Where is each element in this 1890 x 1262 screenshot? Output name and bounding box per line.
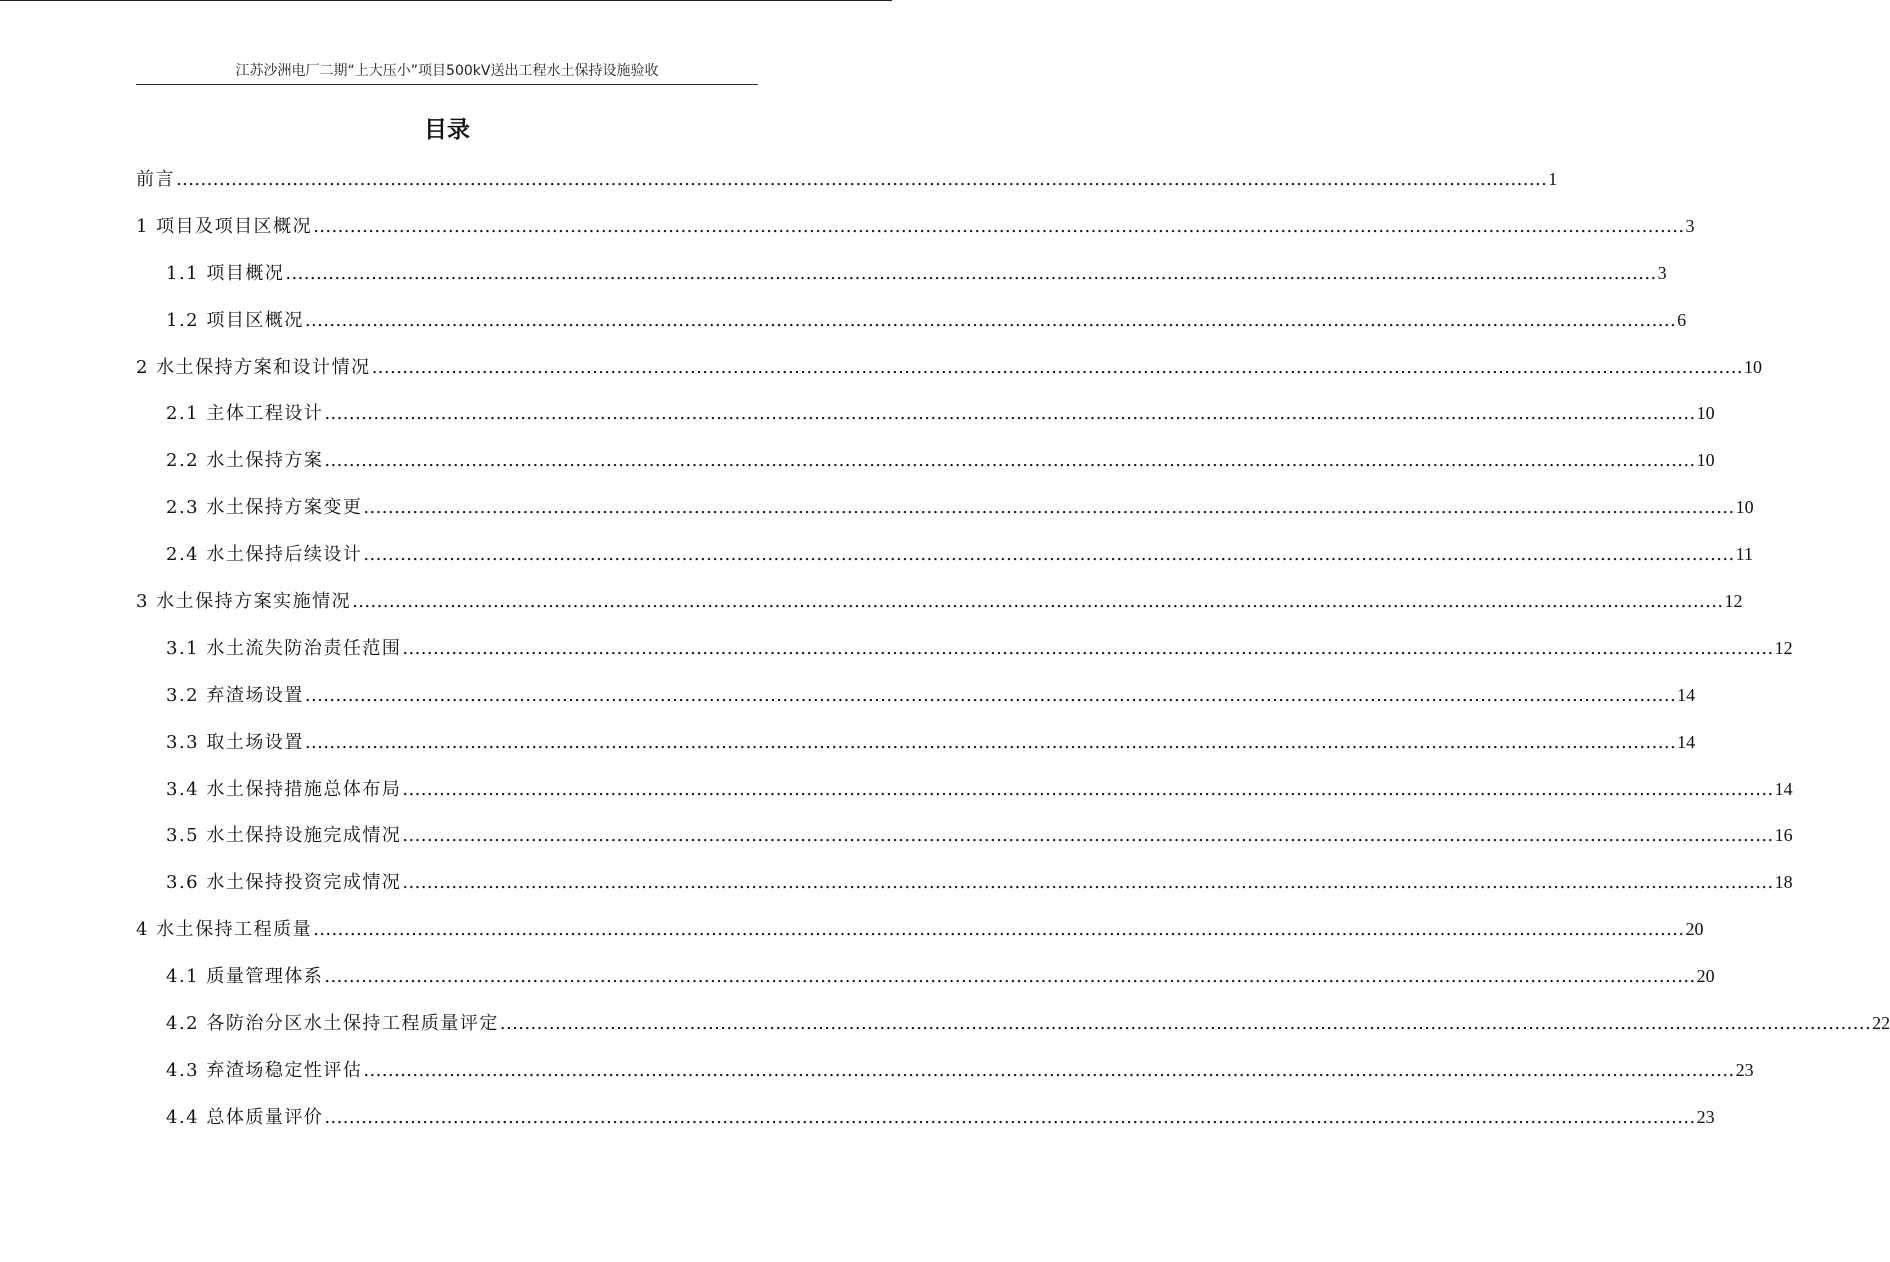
toc-entry[interactable] [136,396,1715,443]
toc-page-number: 6 [1677,309,1687,330]
toc-leader-dots: ................................................................................................................................................................................................................................ [402,778,1774,800]
toc-entry-title: 2.2 水土保持方案 [166,450,324,472]
toc-leader-dots: ................................................................................................................................................................................................................................ [324,1106,1696,1128]
toc-leader-dots: ................................................................................................................................................................................................................................ [324,966,1696,988]
toc-leader-dots: ................................................................................................................................................................................................................................ [304,731,1677,753]
toc-page-number: 3 [1657,262,1667,283]
toc-entry[interactable] [136,1100,1715,1147]
toc-leader-dots: ................................................................................................................................................................................................................................ [363,497,1735,519]
toc-entry[interactable] [136,490,1754,537]
toc-entry-title: 4.4 总体质量评价 [166,1106,324,1128]
toc-page-number: 18 [1774,872,1793,893]
toc-leader-dots: ................................................................................................................................................................................................................................ [402,872,1774,894]
toc-entry-title: 3.4 水土保持措施总体布局 [166,778,402,800]
toc-leader-dots: ................................................................................................................................................................................................................................ [304,684,1677,706]
toc-page-number: 14 [1677,731,1696,752]
toc-entry-title: 3.6 水土保持投资完成情况 [166,872,402,894]
toc-page-number: 16 [1774,825,1793,846]
toc-leader-dots: ................................................................................................................................................................................................................................ [402,825,1774,847]
toc-entry[interactable] [136,303,1687,350]
toc-entry[interactable] [136,959,1715,1006]
toc-leader-dots: ................................................................................................................................................................................................................................ [324,450,1696,472]
toc-entry[interactable] [136,256,1667,303]
toc-entry[interactable] [136,678,1696,725]
toc-page-number: 14 [1774,778,1793,799]
toc-page-number: 3 [1685,215,1695,236]
toc-entry-title: 2.4 水土保持后续设计 [166,544,363,566]
toc-entry[interactable] [136,725,1696,772]
toc-leader-dots: ................................................................................................................................................................................................................................ [371,356,1743,378]
toc-leader-dots: ................................................................................................................................................................................................................................ [304,309,1677,331]
toc-page-number: 1 [1548,169,1558,189]
toc-page-number: 10 [1696,450,1715,471]
page-top-border [0,0,892,1]
toc-entry-title: 3.5 水土保持设施完成情况 [166,825,402,847]
toc-leader-dots: ................................................................................................................................................................................................................................ [363,544,1735,566]
toc-leader-dots: ................................................................................................................................................................................................................................ [352,591,1724,613]
toc-leader-dots: ................................................................................................................................................................................................................................ [402,637,1774,659]
toc-entry-title: 2.3 水土保持方案变更 [166,497,363,519]
toc-entry-title: 3 水土保持方案实施情况 [136,591,352,613]
toc-entry-title: 2.1 主体工程设计 [166,403,324,425]
toc-page-number: 14 [1677,684,1696,705]
toc-page-number: 12 [1724,591,1743,612]
toc-page-number: 20 [1696,966,1715,987]
toc-entry[interactable] [136,162,1558,209]
toc-entry-title: 4.1 质量管理体系 [166,966,324,988]
toc-entry[interactable] [136,1006,1890,1053]
toc-entry[interactable] [136,350,1762,397]
table-of-contents [136,162,1890,1147]
toc-leader-dots: ................................................................................................................................................................................................................................ [499,1013,1872,1035]
toc-entry[interactable] [136,912,1704,959]
toc-entry-title: 1.1 项目概况 [166,262,285,284]
toc-leader-dots: ................................................................................................................................................................................................................................ [285,262,1657,284]
toc-entry-title: 前言 [136,169,175,190]
toc-entry-title: 3.2 弃渣场设置 [166,684,304,706]
toc-page-number: 23 [1735,1059,1754,1080]
toc-page-number: 10 [1743,356,1762,377]
toc-entry[interactable] [136,772,1793,819]
toc-page-number: 10 [1696,403,1715,424]
toc-leader-dots: ................................................................................................................................................................................................................................ [313,215,1685,237]
toc-leader-dots: ................................................................................................................................................................................................................................ [313,919,1685,941]
toc-page-number: 12 [1774,637,1793,658]
running-header: 江苏沙洲电厂二期“上大压小”项目500kV送出工程水土保持设施验收 [235,63,659,79]
toc-entry[interactable] [136,537,1753,584]
toc-entry-title: 1.2 项目区概况 [166,309,304,331]
toc-entry-title: 3.3 取土场设置 [166,731,304,753]
toc-page-number: 23 [1696,1106,1715,1127]
toc-leader-dots: ................................................................................................................................................................................................................................ [176,169,1548,190]
toc-entry[interactable] [136,1053,1754,1100]
toc-entry-title: 4 水土保持工程质量 [136,919,313,941]
toc-entry-title: 4.2 各防治分区水土保持工程质量评定 [166,1013,499,1035]
toc-title: 目录 [424,117,470,143]
toc-entry-title: 3.1 水土流失防治责任范围 [166,637,402,659]
toc-entry[interactable] [136,631,1793,678]
toc-entry-title: 4.3 弃渣场稳定性评估 [166,1059,363,1081]
toc-entry-title: 1 项目及项目区概况 [136,215,313,237]
toc-entry[interactable] [136,584,1743,631]
toc-page-number: 20 [1685,919,1704,940]
toc-entry-title: 2 水土保持方案和设计情况 [136,356,371,378]
toc-entry[interactable] [136,818,1793,865]
toc-leader-dots: ................................................................................................................................................................................................................................ [363,1059,1735,1081]
toc-page-number: 22 [1872,1013,1890,1034]
toc-entry[interactable] [136,209,1695,256]
toc-entry[interactable] [136,443,1715,490]
header-rule [136,84,758,85]
toc-leader-dots: ................................................................................................................................................................................................................................ [324,403,1696,425]
toc-entry[interactable] [136,865,1793,912]
toc-page-number: 10 [1735,497,1754,518]
toc-page-number: 11 [1735,544,1753,565]
